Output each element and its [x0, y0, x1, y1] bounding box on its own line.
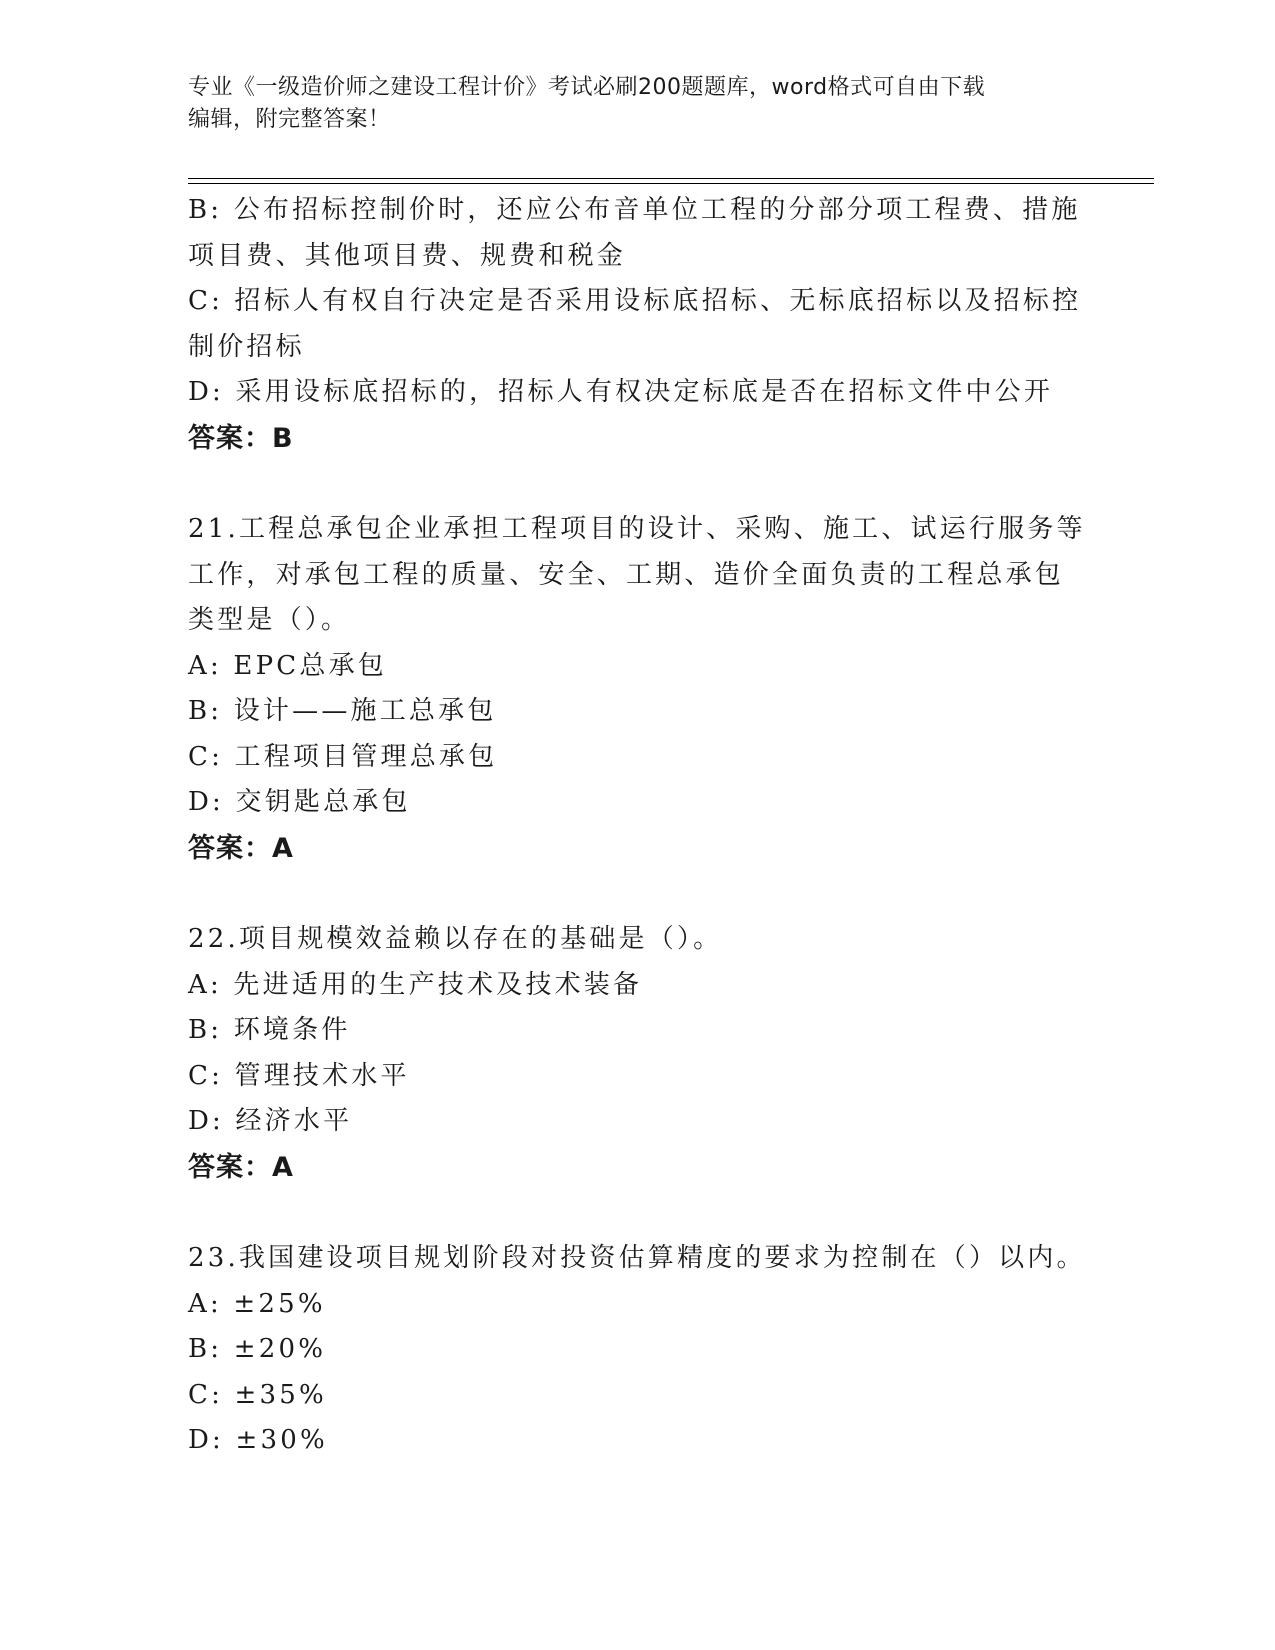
question-22-block: [188, 917, 1088, 1190]
question-23-block: [188, 1236, 1088, 1464]
option-d: D: ±30%: [188, 1425, 328, 1455]
header-rule-top: [188, 178, 1154, 179]
question-content: [188, 188, 1088, 1464]
option-b: B: 环境条件: [188, 1015, 351, 1045]
option-c-continued: 制价招标: [188, 331, 305, 362]
option-c: C: 管理技术水平: [188, 1060, 410, 1091]
answer-label: 答案：A: [188, 1151, 294, 1183]
option-d: D: 交钥匙总承包: [188, 787, 411, 817]
answer-label: 答案：B: [188, 422, 294, 454]
question-20-block: [188, 188, 1088, 461]
question-stem-continued: 工作，对承包工程的质量、安全、工期、造价全面负责的工程总承包: [188, 559, 1065, 590]
option-a: A: EPC总承包: [188, 650, 387, 681]
option-c: C: 工程项目管理总承包: [188, 741, 498, 772]
header-rule-bottom: [188, 183, 1154, 184]
question-21-block: [188, 507, 1088, 871]
header-line-2: 编辑，附完整答案！: [188, 107, 391, 132]
page-header: [188, 72, 1088, 136]
option-d: D: 采用设标底招标的，招标人有权决定标底是否在招标文件中公开: [188, 377, 1054, 407]
spacer: [188, 1190, 1088, 1236]
option-c: C: 招标人有权自行决定是否采用设标底招标、无标底招标以及招标控: [188, 286, 1082, 316]
option-b-continued: 项目费、其他项目费、规费和税金: [188, 240, 627, 271]
option-b: B: ±20%: [188, 1334, 327, 1364]
option-b: B: 公布招标控制价时，还应公布音单位工程的分部分项工程费、措施: [188, 195, 1081, 225]
header-line-1: 专业《一级造价师之建设工程计价》考试必刷200题题库，word格式可自由下载: [188, 75, 986, 100]
spacer: [188, 461, 1088, 507]
option-c: C: ±35%: [188, 1379, 327, 1410]
spacer: [188, 871, 1088, 917]
option-d: D: 经济水平: [188, 1106, 353, 1136]
answer-label: 答案：A: [188, 832, 294, 864]
question-stem: 22.项目规模效益赖以存在的基础是（）。: [188, 924, 723, 954]
question-stem: 21.工程总承包企业承担工程项目的设计、采购、施工、试运行服务等: [188, 514, 1086, 544]
option-a: A: 先进适用的生产技术及技术装备: [188, 969, 643, 1000]
option-a: A: ±25%: [188, 1288, 326, 1319]
question-stem-continued: 类型是（）。: [188, 605, 351, 635]
option-b: B: 设计——施工总承包: [188, 696, 497, 726]
question-stem: 23.我国建设项目规划阶段对投资估算精度的要求为控制在（）以内。: [188, 1243, 1086, 1273]
